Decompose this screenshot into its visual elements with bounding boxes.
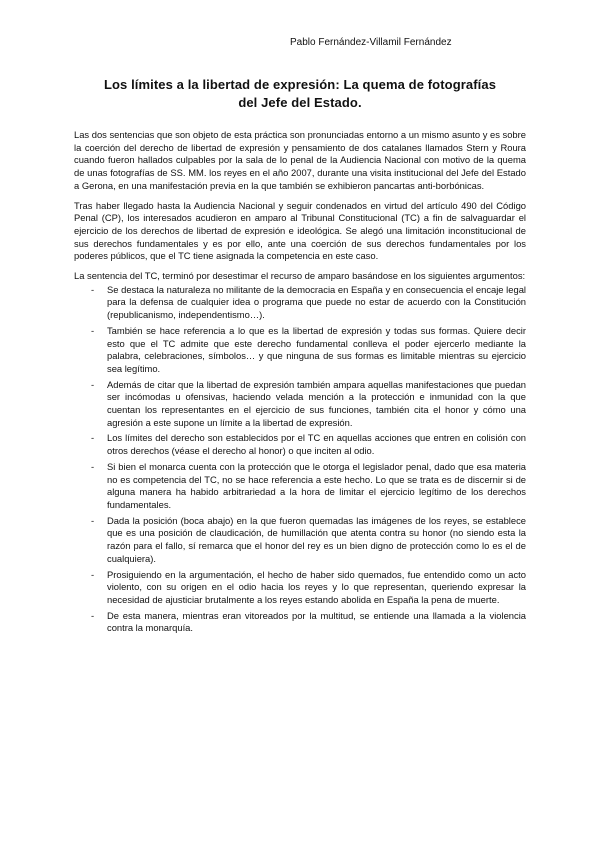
argument-text: Se destaca la naturaleza no militante de la democracia en España y en consecuencia el encaje legal para la defensa de cualquier idea o programa que puede no estar de acuerdo con la Constitución (republicanismo, independentismo…). (107, 283, 526, 321)
document-body (74, 129, 526, 638)
list-item (74, 284, 526, 322)
list-item (74, 379, 526, 430)
argument-text: Además de citar que la libertad de expresión también ampara aquellas manifestaciones que puedan ser incómodas u ofensivas, haciendo velada mención a la protección e inmunidad con la que cuentan los representantes en el ejercicio de sus funciones, también cita el honor y cómo una agresión a este supone un límite a la libertad de expresión. (107, 378, 526, 428)
document-title (60, 76, 540, 112)
argument-text: Si bien el monarca cuenta con la protección que le otorga el legislador penal, dado que esa materia no es competencia del TC, no se hace referencia a este hecho. Lo que se trata es de discernir si de alguna manera ha habido arbitrariedad a la hora de limitar el ejercicio legítimo de los derechos fundamentales. (107, 460, 526, 510)
bullet-dash: - (91, 514, 95, 526)
list-item (74, 325, 526, 376)
argument-text: Prosiguiendo en la argumentación, el hecho de haber sido quemados, fue entendido como un acto violento, con su origen en el odio hacia los reyes y lo que representan, queriendo expresar la necesidad de ajusticiar brutalmente a los reyes estando abolida en España la pena de muerte. (107, 568, 526, 605)
argument-text: Los límites del derecho son establecidos por el TC en aquellas acciones que entren en colisión con otros derechos (véase el derecho al honor) o que inciten al odio. (107, 432, 526, 457)
bullet-dash: - (91, 460, 95, 472)
paragraph-intro: Las dos sentencias que son objeto de esta práctica son pronunciadas entorno a un mismo asunto y es sobre la coerción del derecho de libertad de expresión y pensamiento de dos catalanes llamados Stern y Roura cuando fueron hallados culpables por la sala de lo penal de la Audiencia Nacional con motivo de la quema de unas fotografías de SS. MM. los reyes en el año 2007, durante una visita institucional del Jefe del Estado a Gerona, en una manifestación previa en la que también se exhibieron pancartas anti-borbónicas. (74, 129, 526, 191)
bullet-dash: - (91, 324, 95, 336)
list-item (74, 432, 526, 457)
bullet-dash: - (91, 378, 95, 390)
list-item (74, 461, 526, 512)
bullet-dash: - (91, 283, 95, 295)
author-name: Pablo Fernández-Villamil Fernández (290, 37, 452, 48)
list-item (74, 610, 526, 635)
argument-text: También se hace referencia a lo que es la libertad de expresión y todas sus formas. Quiere decir esto que el TC admite que este derecho fundamental conlleva el poder ejercerlo mediante la palabra, celebraciones, símbolos… y que ninguna de sus formas es limitable mientras su ejercicio sea legítimo. (107, 324, 526, 374)
argument-text: Dada la posición (boca abajo) en la que fueron quemadas las imágenes de los reyes, se establece que es una posición de claudicación, de humillación que atenta contra su honor (no siendo esta la razón para el fallo, sí remarca que el honor del rey es un bien digno de protección como lo es el de cualquiera). (107, 514, 526, 564)
bullet-dash: - (91, 432, 95, 444)
paragraph-ruling: La sentencia del TC, terminó por desestimar el recurso de amparo basándose en los siguientes argumentos: (74, 270, 526, 282)
arguments-list (74, 284, 526, 635)
title-line-2: del Jefe del Estado. (238, 95, 362, 110)
argument-text: De esta manera, mientras eran vitoreados por la multitud, se entiende una llamada a la violencia contra la monarquía. (107, 609, 526, 634)
list-item (74, 515, 526, 566)
paragraph-appeal: Tras haber llegado hasta la Audiencia Nacional y seguir condenados en virtud del artículo 490 del Código Penal (CP), los interesados acudieron en amparo al Tribunal Constitucional (TC) a fin de salvaguardar el ejercicio de los derechos de libertad de expresión e ideológica. Se alegó una limitación inconstitucional de sus derechos fundamentales y es por ello, ante una coerción de sus derechos fundamentales por los poderes públicos, que el TC tiene asignada la competencia en este caso. (74, 199, 526, 262)
bullet-dash: - (91, 568, 95, 580)
list-item (74, 569, 526, 607)
bullet-dash: - (91, 609, 95, 621)
title-line-1: Los límites a la libertad de expresión: La quema de fotografías (103, 77, 497, 92)
